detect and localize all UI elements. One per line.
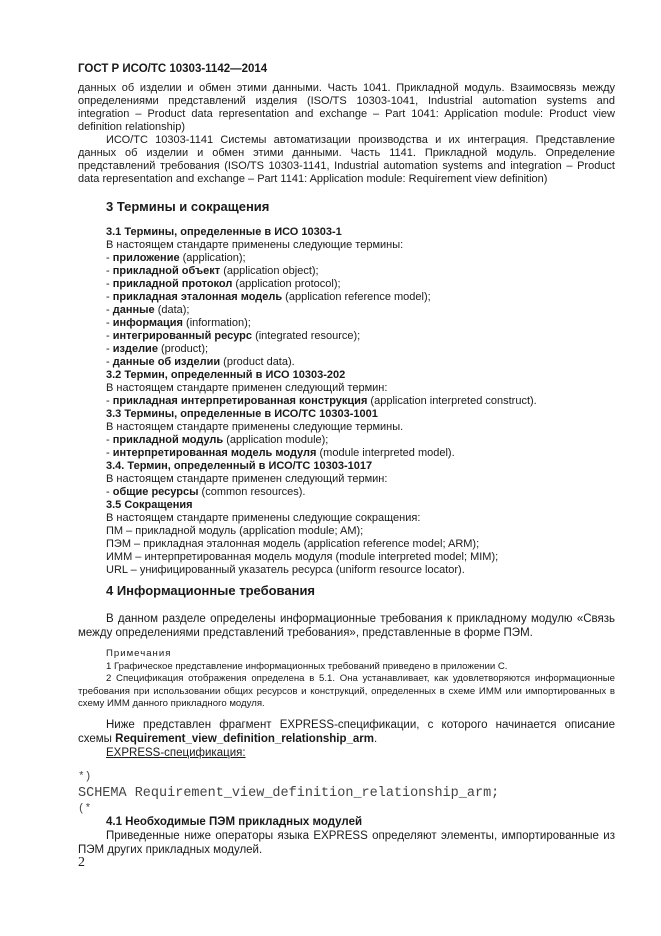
term-name: прикладная эталонная модель bbox=[112, 291, 283, 303]
term-item bbox=[106, 304, 615, 317]
subsection-4-1-heading: 4.1 Необходимые ПЭМ прикладных модулей bbox=[106, 816, 363, 828]
term-name: данные об изделии bbox=[112, 356, 221, 368]
subsection-3-1-intro: В настоящем стандарте применены следующие термины: bbox=[106, 239, 404, 251]
code-comment-open: (* bbox=[78, 803, 92, 815]
term-item bbox=[106, 278, 615, 291]
bullet-dash: - bbox=[106, 304, 113, 316]
bullet-dash: - bbox=[106, 330, 113, 342]
subsection-3-3-heading: 3.3 Термины, определенные в ИСО/ТС 10303-1001 bbox=[106, 408, 378, 420]
abbreviation-item: ПМ – прикладной модуль (application module; AM); bbox=[106, 525, 364, 537]
term-name: прикладной протокол bbox=[112, 278, 233, 290]
page-number: 2 bbox=[78, 855, 85, 870]
term-translation: (data); bbox=[154, 304, 190, 316]
bullet-dash: - bbox=[106, 252, 113, 264]
term-list-3-1 bbox=[78, 252, 615, 369]
bullet-dash: - bbox=[106, 265, 113, 277]
abbreviation-list bbox=[78, 525, 615, 577]
term-item bbox=[106, 343, 615, 356]
subsection-3-5-heading: 3.5 Сокращения bbox=[106, 499, 193, 511]
term-item bbox=[106, 395, 615, 408]
term-translation: (product); bbox=[157, 343, 209, 355]
subsection-3-4-intro: В настоящем стандарте применен следующий термин: bbox=[106, 473, 388, 485]
express-intro bbox=[78, 718, 615, 746]
express-intro-text: Ниже представлен фрагмент EXPRESS-спецификации, с которого начинается описание схемы bbox=[78, 719, 615, 745]
term-translation: (application); bbox=[179, 252, 246, 264]
subsection-3-1-heading: 3.1 Термины, определенные в ИСО 10303-1 bbox=[106, 226, 342, 238]
term-translation: (application object); bbox=[220, 265, 319, 277]
term-name: интерпретированная модель модуля bbox=[112, 447, 317, 459]
term-item bbox=[106, 330, 615, 343]
bullet-dash: - bbox=[106, 291, 113, 303]
bullet-dash: - bbox=[106, 486, 113, 498]
term-translation: (product data). bbox=[220, 356, 295, 368]
subsection-4-1-text: Приведенные ниже операторы языка EXPRESS определяют элементы, импортированные из ПЭМ других прикладных модулей. bbox=[78, 830, 615, 856]
term-item bbox=[106, 447, 615, 460]
section-4-intro: В данном разделе определены информационные требования к прикладному модулю «Связь между определениями представлений требования», представленные в форме ПЭМ. bbox=[78, 613, 615, 639]
section-3-body bbox=[78, 226, 615, 577]
schema-tail: . bbox=[373, 733, 378, 745]
term-name: прикладной модуль bbox=[112, 434, 224, 446]
term-translation: (integrated resource); bbox=[252, 330, 361, 342]
term-item bbox=[106, 434, 615, 447]
term-list-3-4 bbox=[78, 486, 615, 499]
term-translation: (application interpreted construct). bbox=[367, 395, 537, 407]
section-4-heading: 4 Информационные требования bbox=[106, 583, 316, 598]
schema-name: Requirement_view_definition_relationship_arm bbox=[115, 733, 374, 745]
subsection-3-4-heading: 3.4. Термин, определенный в ИСО/ТС 10303-1017 bbox=[106, 460, 373, 472]
express-label: EXPRESS-спецификация: bbox=[106, 747, 246, 759]
subsection-3-2-heading: 3.2 Термин, определенный в ИСО 10303-202 bbox=[106, 369, 346, 381]
term-list-3-3 bbox=[78, 434, 615, 460]
term-name: общие ресурсы bbox=[112, 486, 199, 498]
bullet-dash: - bbox=[106, 434, 113, 446]
express-intro-block bbox=[78, 718, 615, 760]
term-name: интегрированный ресурс bbox=[112, 330, 253, 342]
subsection-3-2-intro: В настоящем стандарте применен следующий термин: bbox=[106, 382, 388, 394]
term-item bbox=[106, 486, 615, 499]
term-translation: (module interpreted model). bbox=[316, 447, 455, 459]
bullet-dash: - bbox=[106, 447, 113, 459]
bullet-dash: - bbox=[106, 343, 113, 355]
abbreviation-item: URL – унифицированный указатель ресурса (uniform resource locator). bbox=[106, 564, 465, 576]
term-name: приложение bbox=[112, 252, 180, 264]
note-1: 1 Графическое представление информационных требований приведено в приложении С. bbox=[106, 660, 508, 672]
standard-header: ГОСТ Р ИСО/ТС 10303-1142—2014 bbox=[78, 63, 268, 75]
reference-1141: ИСО/ТС 10303-1141 Системы автоматизации производства и их интеграция. Представление данных об изделии и обмен этими данными. Часть 1141. Прикладной модуль. Определение представлений требования (ISO/TS 10303-1141, Industrial automation systems and integration – Product data representation and exchange – Part 1141: Application module: Requirement view definition) bbox=[78, 134, 615, 185]
abbreviation-item: ПЭМ – прикладная эталонная модель (application reference model; ARM); bbox=[106, 538, 480, 550]
notes-block bbox=[78, 648, 615, 711]
term-name: изделие bbox=[112, 343, 158, 355]
code-schema-line: SCHEMA Requirement_view_definition_relationship_arm; bbox=[78, 786, 500, 801]
subsection-3-3-intro: В настоящем стандарте применены следующие термины. bbox=[106, 421, 404, 433]
abbreviation-item: ИММ – интерпретированная модель модуля (module interpreted model; MIM); bbox=[106, 551, 499, 563]
code-comment-close: *) bbox=[78, 771, 92, 783]
term-item bbox=[106, 356, 615, 369]
term-item bbox=[106, 265, 615, 278]
term-translation: (application module); bbox=[223, 434, 329, 446]
term-name: данные bbox=[112, 304, 155, 316]
note-2: 2 Спецификация отображения определена в 5.1. Она устанавливает, как удовлетворяются информационные требования при использовании общих ресурсов и конструкций, определенных в схеме ИММ или импортированных в схему ИММ данного прикладного модуля. bbox=[78, 673, 615, 709]
term-translation: (information); bbox=[182, 317, 251, 329]
reference-1041: данных об изделии и обмен этими данными. Часть 1041. Прикладной модуль. Взаимосвязь между определениями представлений изделия (ISO/TS 10303-1041, Industrial automation systems and integration – Product data representation and exchange – Part 1041: Application module: Product view definition relationship) bbox=[78, 82, 615, 133]
section-3-heading: 3 Термины и сокращения bbox=[106, 199, 270, 214]
term-item bbox=[106, 291, 615, 304]
term-item bbox=[106, 252, 615, 265]
bullet-dash: - bbox=[106, 317, 113, 329]
term-list-3-2 bbox=[78, 395, 615, 408]
subsection-3-5-intro: В настоящем стандарте применены следующие сокращения: bbox=[106, 512, 421, 524]
term-translation: (application reference model); bbox=[282, 291, 431, 303]
subsection-4-1 bbox=[78, 815, 615, 857]
term-item bbox=[106, 317, 615, 330]
term-name: прикладная интерпретированная конструкция bbox=[112, 395, 368, 407]
bullet-dash: - bbox=[106, 395, 113, 407]
term-translation: (application protocol); bbox=[232, 278, 341, 290]
term-name: информация bbox=[112, 317, 183, 329]
bullet-dash: - bbox=[106, 356, 113, 368]
notes-label: Примечания bbox=[106, 648, 172, 659]
term-name: прикладной объект bbox=[112, 265, 221, 277]
term-translation: (common resources). bbox=[198, 486, 306, 498]
bullet-dash: - bbox=[106, 278, 113, 290]
